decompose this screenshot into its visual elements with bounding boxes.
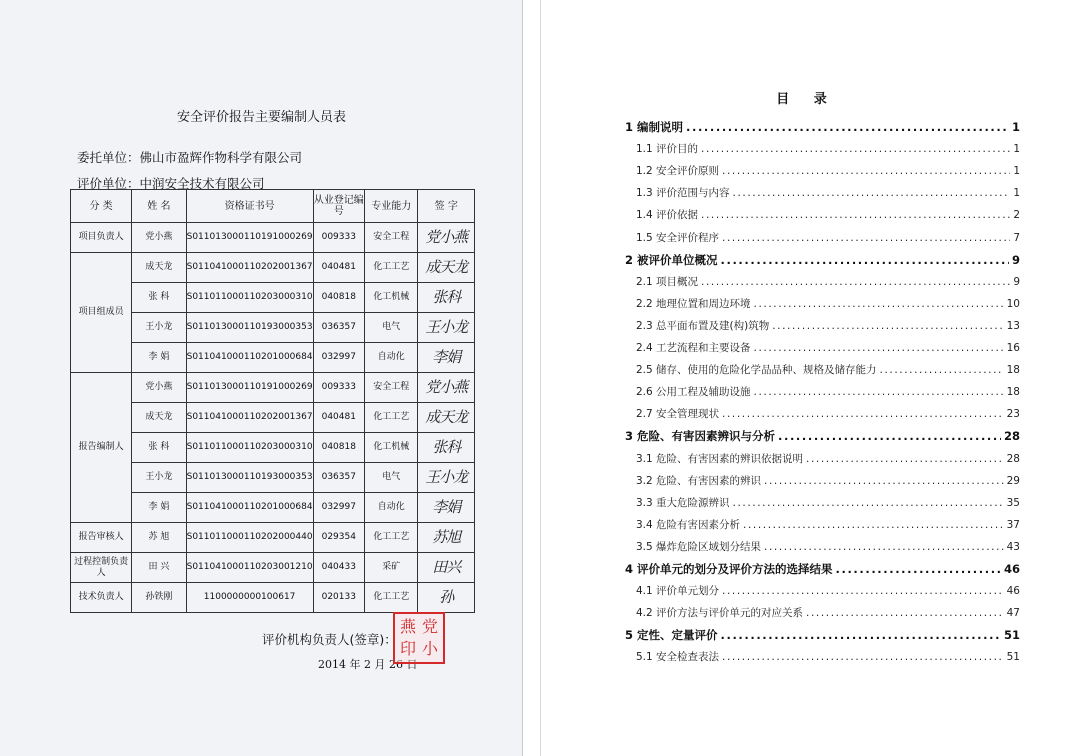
- toc-entry-page: 9: [1011, 252, 1020, 267]
- toc-entry-page: 46: [1003, 562, 1020, 576]
- table-row: [71, 493, 475, 523]
- person-name: 成天龙: [132, 403, 186, 433]
- reg-number: 040481: [313, 253, 364, 283]
- reg-number: 009333: [313, 373, 364, 403]
- reg-number: 009333: [313, 223, 364, 253]
- toc-entry-label: 3.4 危险有害因素分析: [636, 518, 741, 531]
- toc-entry-label: 1.1 评价目的: [636, 143, 699, 156]
- seal-char: 燕: [399, 617, 416, 636]
- header-category: 分 类: [71, 190, 132, 223]
- header-cert: 资格证书号: [186, 190, 313, 223]
- toc-section-entry[interactable]: [636, 539, 1020, 554]
- table-row: [71, 403, 475, 433]
- toc-chapter-entry[interactable]: [625, 252, 1020, 268]
- header-skill: 专业能力: [365, 190, 418, 223]
- toc-leader-dots: [722, 232, 1010, 244]
- toc-leader-dots: [778, 429, 1001, 443]
- toc-section-entry[interactable]: [636, 406, 1020, 421]
- person-name: 党小燕: [132, 223, 186, 253]
- toc-section-entry[interactable]: [636, 296, 1020, 311]
- person-name: 苏 旭: [132, 523, 186, 553]
- cert-number: S011041000110202001367: [186, 253, 313, 283]
- person-name: 党小燕: [132, 373, 186, 403]
- reg-number: 029354: [313, 523, 364, 553]
- toc-leader-dots: [754, 298, 1004, 310]
- signature: 成天龙: [418, 253, 475, 283]
- skill: 化工工艺: [365, 253, 418, 283]
- reg-number: 032997: [313, 493, 364, 523]
- toc-entry-page: 29: [1006, 474, 1020, 487]
- toc-leader-dots: [701, 276, 1010, 288]
- table-row: [71, 553, 475, 583]
- table-row: [71, 433, 475, 463]
- toc-section-entry[interactable]: [636, 274, 1020, 289]
- signature: 成天龙: [418, 403, 475, 433]
- toc-chapter-entry[interactable]: [625, 428, 1020, 444]
- toc-entry-label: 1.5 安全评价程序: [636, 231, 720, 244]
- toc-entry-page: 43: [1006, 540, 1020, 553]
- toc-leader-dots: [733, 187, 1011, 199]
- toc-entry-label: 2 被评价单位概况: [625, 252, 718, 267]
- toc-entry-label: 3.2 危险、有害因素的辨识: [636, 474, 762, 487]
- person-name: 孙铁刚: [132, 583, 186, 613]
- toc-entry-page: 9: [1013, 275, 1020, 288]
- toc-entry-label: 2.1 项目概况: [636, 275, 699, 288]
- reg-number: 036357: [313, 463, 364, 493]
- reg-number: 040818: [313, 283, 364, 313]
- toc-entry-page: 47: [1006, 607, 1020, 620]
- cert-number: 1100000000100617: [186, 583, 313, 613]
- toc-entry-label: 1.3 评价范围与内容: [636, 187, 730, 200]
- toc-leader-dots: [722, 585, 1004, 597]
- table-row: [71, 253, 475, 283]
- table-row: [71, 373, 475, 403]
- toc-section-entry[interactable]: [636, 163, 1020, 178]
- toc-entry-label: 4.2 评价方法与评价单元的对应关系: [636, 607, 804, 620]
- skill: 化工工艺: [365, 403, 418, 433]
- table-row: [71, 223, 475, 253]
- cert-number: S011041000110203001210: [186, 553, 313, 583]
- sign-date: 2014 年 2 月 26 日: [318, 658, 418, 671]
- toc-entry-label: 3.3 重大危险源辨识: [636, 496, 730, 509]
- signature: 王小龙: [418, 463, 475, 493]
- cert-number: S011011000110203000310: [186, 283, 313, 313]
- signature: 党小燕: [418, 223, 475, 253]
- toc-entry-page: 51: [1006, 651, 1020, 664]
- client-line: 委托单位：佛山市盈辉作物科学有限公司: [77, 150, 303, 165]
- cert-number: S011013000110191000269: [186, 373, 313, 403]
- cert-number: S011013000110191000269: [186, 223, 313, 253]
- cert-number: S011041000110201000684: [186, 493, 313, 523]
- table-row: [71, 313, 475, 343]
- reg-number: 020133: [313, 583, 364, 613]
- person-name: 张 科: [132, 283, 186, 313]
- skill: 电气: [365, 313, 418, 343]
- toc-entry-page: 7: [1013, 231, 1020, 244]
- toc-section-entry[interactable]: [636, 583, 1020, 598]
- group-label: 项目组成员: [71, 253, 132, 373]
- toc-leader-dots: [722, 165, 1010, 177]
- group-label: 报告编制人: [71, 373, 132, 523]
- signature: 孙: [418, 583, 475, 613]
- toc-entry-label: 2.4 工艺流程和主要设备: [636, 342, 751, 354]
- toc-entry-label: 5 定性、定量评价: [625, 628, 718, 643]
- cert-number: S011011000110202000440: [186, 523, 313, 553]
- toc-section-entry[interactable]: [636, 362, 1020, 377]
- group-label: 技术负责人: [71, 583, 132, 613]
- table-row: [71, 283, 475, 313]
- toc-leader-dots: [721, 628, 1001, 642]
- toc-leader-dots: [764, 541, 1004, 553]
- toc-leader-dots: [743, 519, 1004, 531]
- cert-number: S011041000110202001367: [186, 403, 313, 433]
- toc-entry-page: 18: [1006, 386, 1020, 399]
- toc-entry-page: 13: [1006, 319, 1020, 332]
- toc-entry-page: 10: [1006, 297, 1020, 310]
- toc-entry-label: 1.4 评价依据: [636, 209, 699, 222]
- header-name: 姓 名: [132, 190, 186, 223]
- toc-entry-label: 2.7 安全管理现状: [636, 408, 720, 421]
- toc-section-entry[interactable]: [636, 384, 1020, 399]
- skill: 自动化: [365, 493, 418, 523]
- signature: 王小龙: [418, 313, 475, 343]
- toc-section-entry[interactable]: [636, 185, 1020, 200]
- cert-number: S011011000110203000310: [186, 433, 313, 463]
- toc-section-entry[interactable]: [636, 207, 1020, 222]
- person-name: 王小龙: [132, 313, 186, 343]
- signature: 张科: [418, 433, 475, 463]
- toc-leader-dots: [764, 475, 1004, 487]
- staff-table-page: [0, 0, 523, 756]
- cert-number: S011013000110193000353: [186, 313, 313, 343]
- toc-section-entry[interactable]: [636, 141, 1020, 156]
- toc-chapter-entry[interactable]: [625, 119, 1020, 135]
- toc-entry-label: 2.6 公用工程及辅助设施: [636, 386, 751, 399]
- page-title: 安全评价报告主要编制人员表: [176, 110, 346, 125]
- toc-entry-label: 5.1 安全检查表法: [636, 651, 720, 664]
- signature: 张科: [418, 283, 475, 313]
- toc-leader-dots: [701, 209, 1010, 221]
- toc-section-entry[interactable]: [636, 495, 1020, 510]
- group-label: 过程控制负责人: [71, 553, 132, 583]
- person-name: 王小龙: [132, 463, 186, 493]
- cert-number: S011041000110201000684: [186, 343, 313, 373]
- toc-leader-dots: [836, 562, 1001, 576]
- reg-number: 032997: [313, 343, 364, 373]
- skill: 自动化: [365, 343, 418, 373]
- toc-leader-dots: [772, 320, 1003, 332]
- person-name: 李 娟: [132, 493, 186, 523]
- group-label: 项目负责人: [71, 223, 132, 253]
- toc-entry-page: 28: [1006, 452, 1020, 465]
- signature: 苏旭: [418, 523, 475, 553]
- toc-leader-dots: [722, 408, 1004, 420]
- agency-head-sign-line: 评价机构负责人(签章)：: [262, 632, 397, 647]
- toc-leader-dots: [722, 651, 1004, 663]
- toc-entry-page: 16: [1006, 342, 1020, 354]
- toc-leader-dots: [754, 342, 1004, 354]
- signature: 田兴: [418, 553, 475, 583]
- header-signature: 签 字: [418, 190, 475, 223]
- toc-entry-page: 1: [1013, 165, 1020, 178]
- table-row: [71, 463, 475, 493]
- toc-entry-label: 3.5 爆炸危险区域划分结果: [636, 540, 762, 553]
- reg-number: 040818: [313, 433, 364, 463]
- toc-entry-page: 46: [1006, 585, 1020, 598]
- toc-entry-page: 23: [1006, 408, 1020, 421]
- toc-entry-page: 1: [1013, 143, 1020, 156]
- toc-section-entry[interactable]: [636, 473, 1020, 488]
- toc-entry-page: 2: [1013, 209, 1020, 222]
- toc-entry-page: 37: [1006, 518, 1020, 531]
- skill: 安全工程: [365, 223, 418, 253]
- toc-entry-page: 28: [1003, 429, 1020, 444]
- reg-number: 040433: [313, 553, 364, 583]
- toc-entry-label: 2.3 总平面布置及建(构)筑物: [636, 319, 770, 332]
- toc-leader-dots: [721, 253, 1009, 267]
- skill: 化工工艺: [365, 523, 418, 553]
- toc-section-entry[interactable]: [636, 517, 1020, 532]
- toc-leader-dots: [754, 386, 1004, 398]
- red-seal-stamp: [393, 612, 445, 664]
- toc-leader-dots: [806, 453, 1004, 465]
- person-name: 张 科: [132, 433, 186, 463]
- toc-section-entry[interactable]: [636, 649, 1020, 664]
- table-row: [71, 343, 475, 373]
- toc-entry-label: 4.1 评价单元划分: [636, 585, 720, 598]
- skill: 安全工程: [365, 373, 418, 403]
- table-header-row: [71, 190, 475, 223]
- toc-entry-page: 51: [1003, 628, 1020, 643]
- toc-entry-label: 4 评价单元的划分及评价方法的选择结果: [625, 562, 833, 576]
- skill: 化工机械: [365, 283, 418, 313]
- toc-section-entry[interactable]: [636, 451, 1020, 466]
- toc-section-entry[interactable]: [636, 230, 1020, 245]
- staff-table: [70, 189, 475, 613]
- person-name: 李 娟: [132, 343, 186, 373]
- signature: 李娟: [418, 493, 475, 523]
- signature: 党小燕: [418, 373, 475, 403]
- toc-entry-label: 3.1 危险、有害因素的辨识依据说明: [636, 452, 804, 465]
- table-row: [71, 583, 475, 613]
- toc-title: 目 录: [776, 92, 837, 107]
- toc-entry-page: 1: [1013, 187, 1020, 200]
- seal-char: 党: [421, 617, 438, 636]
- group-label: 报告审核人: [71, 523, 132, 553]
- toc-leader-dots: [701, 143, 1010, 155]
- toc-section-entry[interactable]: [636, 318, 1020, 333]
- toc-entry-label: 1.2 安全评价原则: [636, 165, 720, 178]
- cert-number: S011013000110193000353: [186, 463, 313, 493]
- toc-chapter-entry[interactable]: [625, 627, 1020, 643]
- toc-leader-dots: [686, 120, 1009, 134]
- toc-chapter-entry[interactable]: [625, 561, 1020, 577]
- toc-leader-dots: [733, 497, 1004, 509]
- toc-entry-page: 1: [1011, 120, 1020, 134]
- person-name: 成天龙: [132, 253, 186, 283]
- toc-leader-dots: [806, 607, 1004, 619]
- seal-char: 印: [399, 639, 416, 658]
- header-reg: 从业登记编号: [313, 190, 364, 223]
- toc-entry-page: 18: [1006, 364, 1020, 377]
- skill: 采矿: [365, 553, 418, 583]
- toc-entry-label: 3 危险、有害因素辨识与分析: [625, 429, 776, 444]
- evaluator-line: 评价单位：中润安全技术有限公司: [77, 176, 265, 191]
- table-row: [71, 523, 475, 553]
- signature: 李娟: [418, 343, 475, 373]
- toc-entry-page: 35: [1006, 496, 1020, 509]
- toc-section-entry[interactable]: [636, 340, 1020, 355]
- skill: 电气: [365, 463, 418, 493]
- toc-entry-label: 1 编制说明: [625, 120, 684, 134]
- page-gap: [524, 0, 540, 756]
- skill: 化工工艺: [365, 583, 418, 613]
- reg-number: 040481: [313, 403, 364, 433]
- toc-entry-label: 2.5 储存、使用的危险化学品品种、规格及储存能力: [636, 364, 877, 377]
- person-name: 田 兴: [132, 553, 186, 583]
- seal-char: 小: [421, 639, 438, 658]
- toc-entry-label: 2.2 地理位置和周边环境: [636, 297, 751, 310]
- skill: 化工机械: [365, 433, 418, 463]
- toc-leader-dots: [880, 364, 1004, 376]
- reg-number: 036357: [313, 313, 364, 343]
- toc-section-entry[interactable]: [636, 605, 1020, 620]
